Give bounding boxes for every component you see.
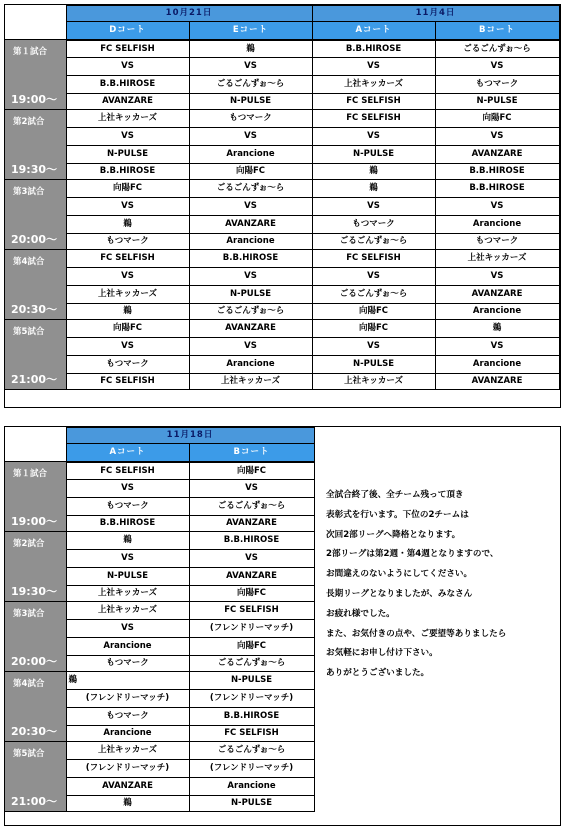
versus-label: VS bbox=[189, 128, 312, 146]
team-away: N-PULSE bbox=[189, 286, 312, 304]
referee-team: AVANZARE bbox=[435, 374, 559, 390]
referee-team: AVANZARE bbox=[66, 94, 189, 110]
team-away: Arancione bbox=[435, 356, 559, 374]
versus-label: VS bbox=[435, 128, 559, 146]
team-away: B.B.HIROSE bbox=[189, 708, 314, 726]
team-away: AVANZARE bbox=[435, 286, 559, 304]
note-line: 全試合終了後、全チーム残って頂き bbox=[326, 490, 464, 500]
team-away: 上社キッカーズ bbox=[312, 76, 435, 94]
date-header-nov18: 11月18日 bbox=[66, 428, 314, 444]
versus-label: VS bbox=[66, 268, 189, 286]
match-time: 20:30～ bbox=[11, 725, 58, 738]
versus-label: VS bbox=[66, 128, 189, 146]
referee-team: 上社キッカーズ bbox=[312, 374, 435, 390]
referee-team: もつマーク bbox=[66, 234, 189, 250]
note-line: 次回2部リーグへ降格となります。 bbox=[326, 529, 461, 540]
referee-team: Arancione bbox=[435, 304, 559, 320]
match-time: 20:00～ bbox=[11, 233, 58, 246]
note-line: お気軽にお申し付け下さい。 bbox=[326, 648, 438, 659]
team-home: 向陽FC bbox=[66, 320, 189, 338]
team-home: 上社キッカーズ bbox=[66, 110, 189, 128]
match-label-2 bbox=[5, 532, 66, 602]
team-away: ごるごんずぉ～ら bbox=[189, 76, 312, 94]
match-label-3 bbox=[5, 602, 66, 672]
team-away: もつマーク bbox=[66, 708, 189, 726]
match-time: 19:00～ bbox=[11, 93, 58, 106]
match-name: 第１試合 bbox=[13, 469, 48, 479]
team-home: FC SELFISH bbox=[312, 250, 435, 268]
referee-team: もつマーク bbox=[66, 656, 189, 672]
court-header-a: Aコート bbox=[312, 22, 435, 40]
schedule-table-2 bbox=[5, 427, 315, 812]
referee-team: B.B.HIROSE bbox=[66, 516, 189, 532]
team-home: N-PULSE bbox=[189, 672, 314, 690]
team-home: 鵜 bbox=[189, 40, 312, 58]
versus-label: VS bbox=[312, 128, 435, 146]
team-away: Arancione bbox=[66, 638, 189, 656]
announcement-notes bbox=[326, 486, 556, 684]
match-label-4 bbox=[5, 672, 66, 742]
team-home: FC SELFISH bbox=[66, 250, 189, 268]
team-home: もつマーク bbox=[189, 110, 312, 128]
match-time: 20:30～ bbox=[11, 303, 58, 316]
team-home: 鵜 bbox=[66, 672, 189, 690]
team-away: N-PULSE bbox=[312, 146, 435, 164]
date-header-oct21: 10月21日 bbox=[66, 6, 312, 22]
referee-team: FC SELFISH bbox=[189, 726, 314, 742]
match-name: 第4試合 bbox=[13, 257, 45, 267]
note-line: 表彰式を行います。下位の2チームは bbox=[326, 509, 469, 520]
court-header-e: Eコート bbox=[189, 22, 312, 40]
referee-team: ごるごんずぉ～ら bbox=[312, 234, 435, 250]
court-header-b: Bコート bbox=[435, 22, 559, 40]
match-time: 21:00～ bbox=[11, 373, 58, 386]
match-name: 第5試合 bbox=[13, 327, 45, 337]
team-away: Arancione bbox=[189, 146, 312, 164]
note-line: 長期リーグとなりましたが、みなさん bbox=[326, 588, 473, 599]
note-line: また、お気付きの点や、ご要望等ありましたら bbox=[326, 628, 507, 639]
referee-team: 上社キッカーズ bbox=[189, 374, 312, 390]
team-away: Arancione bbox=[189, 778, 314, 796]
versus-label: VS bbox=[189, 198, 312, 216]
referee-team: B.B.HIROSE bbox=[435, 164, 559, 180]
note-line: お間違えのないようにしてください。 bbox=[326, 569, 473, 580]
corner-blank bbox=[5, 428, 66, 462]
team-home: FC SELFISH bbox=[189, 602, 314, 620]
match-time: 21:00～ bbox=[11, 795, 58, 808]
team-home: B.B.HIROSE bbox=[435, 180, 559, 198]
team-away: AVANZARE bbox=[66, 778, 189, 796]
team-home: 鵜 bbox=[312, 180, 435, 198]
team-away: N-PULSE bbox=[66, 568, 189, 586]
court-header-a: Aコート bbox=[66, 444, 189, 462]
referee-team: 鵜 bbox=[66, 304, 189, 320]
friendly-match-label: (フレンドリーマッチ) bbox=[189, 760, 314, 778]
match-label-5 bbox=[5, 742, 66, 812]
referee-team: AVANZARE bbox=[189, 516, 314, 532]
team-away: AVANZARE bbox=[189, 216, 312, 234]
referee-team: 向陽FC bbox=[189, 164, 312, 180]
note-line: 2部リーグは第2週・第4週となりますので、 bbox=[326, 549, 499, 560]
match-label-2 bbox=[5, 110, 66, 180]
match-name: 第5試合 bbox=[13, 749, 45, 759]
match-time: 20:00～ bbox=[11, 655, 58, 668]
team-away: B.B.HIROSE bbox=[66, 76, 189, 94]
team-home: FC SELFISH bbox=[66, 40, 189, 58]
team-away: AVANZARE bbox=[435, 146, 559, 164]
friendly-match-label: (フレンドリーマッチ) bbox=[66, 760, 189, 778]
team-home: FC SELFISH bbox=[66, 462, 189, 480]
referee-team: N-PULSE bbox=[189, 796, 314, 812]
versus-label: VS bbox=[435, 58, 559, 76]
referee-team: ごるごんずぉ～ら bbox=[189, 304, 312, 320]
schedule-block-oct21-nov4 bbox=[4, 4, 561, 408]
team-away: 上社キッカーズ bbox=[66, 286, 189, 304]
versus-label: VS bbox=[189, 338, 312, 356]
versus-label: VS bbox=[189, 550, 314, 568]
team-home: 向陽FC bbox=[312, 320, 435, 338]
referee-team: FC SELFISH bbox=[312, 94, 435, 110]
team-home: 上社キッカーズ bbox=[66, 742, 189, 760]
team-away: 向陽FC bbox=[189, 638, 314, 656]
versus-label: VS bbox=[312, 58, 435, 76]
match-time: 19:30～ bbox=[11, 163, 58, 176]
versus-label: VS bbox=[189, 58, 312, 76]
team-home: 上社キッカーズ bbox=[66, 602, 189, 620]
referee-team: N-PULSE bbox=[189, 94, 312, 110]
versus-label: VS bbox=[66, 198, 189, 216]
referee-team: 向陽FC bbox=[189, 586, 314, 602]
team-home: FC SELFISH bbox=[312, 110, 435, 128]
team-away: 鵜 bbox=[66, 216, 189, 234]
match-label-1 bbox=[5, 462, 66, 532]
versus-label: VS bbox=[66, 480, 189, 498]
friendly-match-label: (フレンドリーマッチ) bbox=[189, 690, 314, 708]
match-label-1 bbox=[5, 40, 66, 110]
versus-label: VS bbox=[189, 268, 312, 286]
versus-label: VS bbox=[66, 550, 189, 568]
match-time: 19:30～ bbox=[11, 585, 58, 598]
versus-label: VS bbox=[435, 338, 559, 356]
team-home: ごるごんずぉ～ら bbox=[435, 40, 559, 58]
referee-team: ごるごんずぉ～ら bbox=[189, 656, 314, 672]
team-away: N-PULSE bbox=[312, 356, 435, 374]
friendly-match-label: (フレンドリーマッチ) bbox=[66, 690, 189, 708]
referee-team: 上社キッカーズ bbox=[66, 586, 189, 602]
team-away: AVANZARE bbox=[189, 568, 314, 586]
team-home: 鵜 bbox=[435, 320, 559, 338]
team-home: AVANZARE bbox=[189, 320, 312, 338]
referee-team: B.B.HIROSE bbox=[66, 164, 189, 180]
versus-label: VS bbox=[66, 620, 189, 638]
versus-label: VS bbox=[189, 480, 314, 498]
match-label-5 bbox=[5, 320, 66, 390]
friendly-match-label: (フレンドリーマッチ) bbox=[189, 620, 314, 638]
referee-team: Arancione bbox=[66, 726, 189, 742]
team-home: 向陽FC bbox=[435, 110, 559, 128]
match-label-4 bbox=[5, 250, 66, 320]
referee-team: Arancione bbox=[189, 234, 312, 250]
referee-team: N-PULSE bbox=[435, 94, 559, 110]
versus-label: VS bbox=[66, 58, 189, 76]
match-name: 第3試合 bbox=[13, 187, 45, 197]
team-home: 向陽FC bbox=[66, 180, 189, 198]
match-name: 第１試合 bbox=[13, 47, 48, 57]
corner-blank bbox=[5, 6, 66, 40]
team-home: 上社キッカーズ bbox=[435, 250, 559, 268]
team-home: B.B.HIROSE bbox=[189, 532, 314, 550]
versus-label: VS bbox=[312, 338, 435, 356]
team-away: Arancione bbox=[435, 216, 559, 234]
team-home: B.B.HIROSE bbox=[189, 250, 312, 268]
match-time: 19:00～ bbox=[11, 515, 58, 528]
team-home: 鵜 bbox=[66, 532, 189, 550]
referee-team: FC SELFISH bbox=[66, 374, 189, 390]
referee-team: 鵜 bbox=[66, 796, 189, 812]
versus-label: VS bbox=[66, 338, 189, 356]
team-away: もつマーク bbox=[435, 76, 559, 94]
team-away: N-PULSE bbox=[66, 146, 189, 164]
team-away: Arancione bbox=[189, 356, 312, 374]
schedule-table-1 bbox=[5, 5, 560, 390]
versus-label: VS bbox=[312, 268, 435, 286]
team-home: B.B.HIROSE bbox=[312, 40, 435, 58]
date-header-nov4: 11月4日 bbox=[312, 6, 559, 22]
team-home: ごるごんずぉ～ら bbox=[189, 180, 312, 198]
versus-label: VS bbox=[435, 268, 559, 286]
court-header-d: Dコート bbox=[66, 22, 189, 40]
match-name: 第4試合 bbox=[13, 679, 45, 689]
court-header-b: Bコート bbox=[189, 444, 314, 462]
match-name: 第2試合 bbox=[13, 539, 45, 549]
team-away: ごるごんずぉ～ら bbox=[312, 286, 435, 304]
team-home: 向陽FC bbox=[189, 462, 314, 480]
team-away: もつマーク bbox=[66, 356, 189, 374]
match-label-3 bbox=[5, 180, 66, 250]
referee-team: 鵜 bbox=[312, 164, 435, 180]
team-away: もつマーク bbox=[66, 498, 189, 516]
match-name: 第2試合 bbox=[13, 117, 45, 127]
note-line: ありがとうございました。 bbox=[326, 668, 430, 679]
team-away: もつマーク bbox=[312, 216, 435, 234]
referee-team: 向陽FC bbox=[312, 304, 435, 320]
referee-team: もつマーク bbox=[435, 234, 559, 250]
match-name: 第3試合 bbox=[13, 609, 45, 619]
team-home: ごるごんずぉ～ら bbox=[189, 742, 314, 760]
note-line: お疲れ様でした。 bbox=[326, 608, 395, 619]
versus-label: VS bbox=[435, 198, 559, 216]
versus-label: VS bbox=[312, 198, 435, 216]
team-away: ごるごんずぉ～ら bbox=[189, 498, 314, 516]
